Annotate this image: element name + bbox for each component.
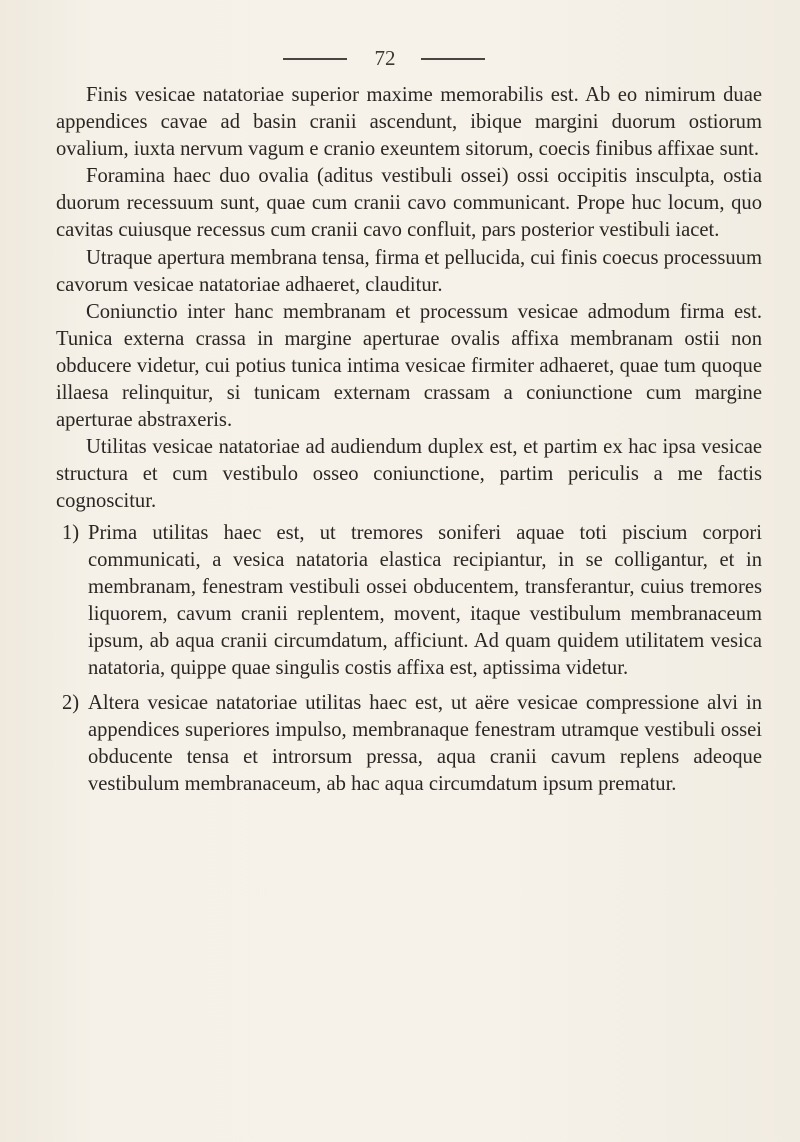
header-rule-left [283,58,347,60]
paragraph: Utilitas vesicae natatoriae ad audiendum duplex est, et partim ex hac ipsa vesicae structura et cum vestibulo osseo coniunctione, partim periculis a me factis cognoscitur. [56,436,762,513]
paragraph: Utraque apertura membrana tensa, firma et pellucida, cui finis coecus processuum cavorum vesicae natatoriae adhaeret, clauditur. [56,246,762,296]
list-marker: 2) [62,692,80,715]
paragraph: Foramina haec duo ovalia (aditus vestibuli ossei) ossi occipitis insculpta, ostia duorum recessuum sunt, quae cum cranii cavo communicant. Prope huc locum, quo cavitas cuiusque recessus cum cranii cavo confluit, pars posterior vestibuli iacet. [56,165,762,242]
numbered-list [56,520,762,799]
paragraph: Finis vesicae natatoriae superior maxime memorabilis est. Ab eo nimirum duae appendices cavae ad basin cranii ascendunt, ibique margini duorum ostiorum ovalium, iuxta nervum vagum e cranio exeuntem sitorum, coecis finibus affixae sunt. [56,84,762,161]
list-item [56,690,762,798]
list-marker: 1) [62,521,80,544]
paragraph: Coniunctio inter hanc membranam et processum vesicae admodum firma est. Tunica externa crassa in margine aperturae ovalis affixa membranam ostii non obducere videtur, cui potius tunica intima vesicae firmiter adhaeret, quae tum quoque illaesa relinquitur, si tunicam externam crassam a coniunctione cum margine aperturae abstraxeris. [56,300,762,432]
list-item [56,520,762,683]
list-item-text: Altera vesicae natatoriae utilitas haec est, ut aëre vesicae compressione alvi in appendices superiores impulso, membranaque fenestram utramque vestibuli ossei obducente tensa et introrsum pressa, aqua cranii cavum replens adeoque vestibulum membranaceum, ab hac aqua circumdatum ipsum prematur. [88,692,762,796]
page-header [0,46,800,70]
page-number: 72 [374,46,396,70]
list-item-text: Prima utilitas haec est, ut tremores soniferi aquae toti piscium corpori communicati, a vesica natatoria elastica recipiantur, in se colligantur, et in membranam, fenestram vestibuli ossei obducentem, transferantur, cuius tremores liquorem, cavum cranii replentem, movent, itaque vestibulum membranaceum ipsum, ab aqua cranii circumdatum, afficiunt. Ad quam quidem utilitatem vesica natatoria, quippe quae singulis costis affixa est, aptissima videtur. [88,521,762,679]
page-body [56,82,762,798]
header-rule-right [421,58,485,60]
